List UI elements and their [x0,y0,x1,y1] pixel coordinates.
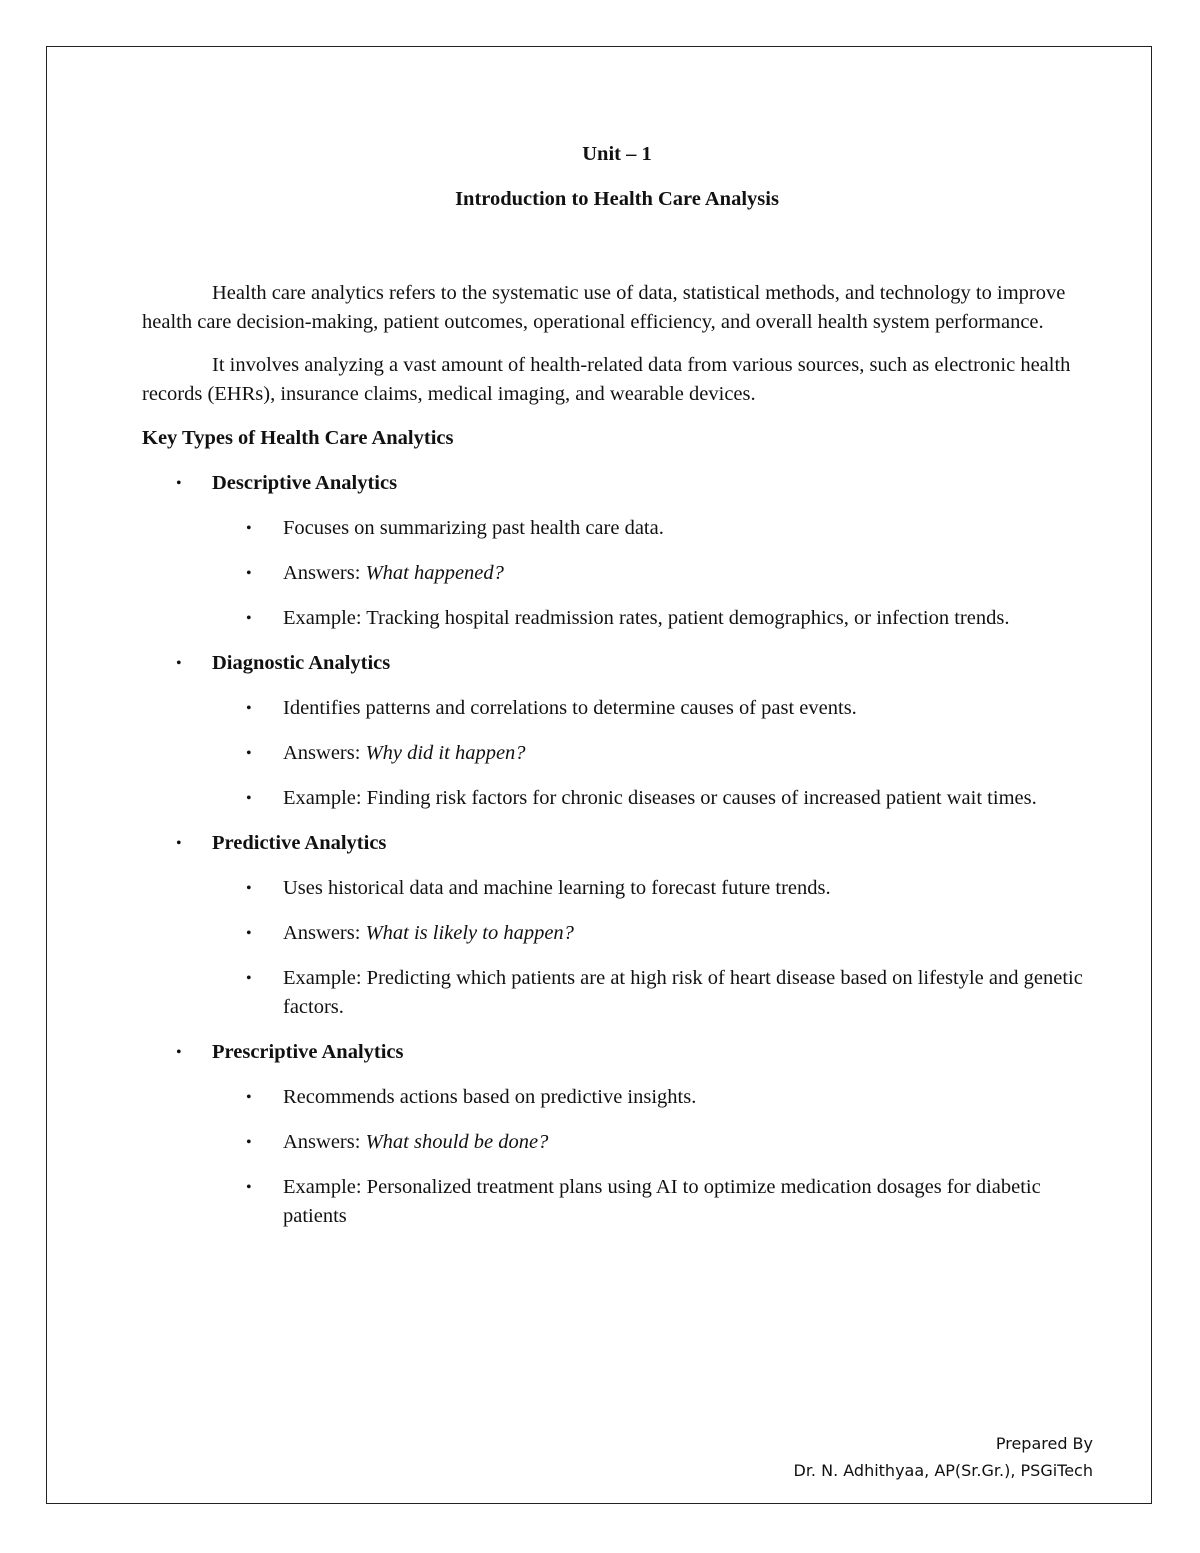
answers-label: Answers: [283,1131,366,1153]
item-text: Example: Personalized treatment plans using AI to optimize medication dosages for diabetic patients [283,1176,1041,1227]
list-item [142,559,1092,588]
category-heading-predictive: • Predictive Analytics [142,829,1092,858]
item-text: Example: Predicting which patients are at high risk of heart disease based on lifestyle and genetic factors. [283,967,1083,1018]
list-item [142,1128,1092,1157]
list-item [142,1083,1092,1112]
list-item [142,784,1092,813]
list-item [142,1173,1092,1231]
intro-paragraph-2: It involves analyzing a vast amount of health-related data from various sources, such as electronic health records (EHRs), insurance claims, medical imaging, and wearable devices. [142,354,1071,405]
answers-question: What should be done? [365,1131,549,1153]
list-item [142,694,1092,723]
list-item [142,874,1092,903]
list-item [142,514,1092,543]
answers-question: What is likely to happen? [365,922,574,944]
document-body [142,140,1092,1231]
list-item [142,604,1092,633]
category-heading-descriptive: • Descriptive Analytics [142,469,1092,498]
section-heading: Key Types of Health Care Analytics [142,427,454,449]
bullet-icon: • [246,1089,252,1106]
bullet-icon: • [246,880,252,897]
bullet-icon: • [246,700,252,717]
item-text: Focuses on summarizing past health care data. [283,517,664,539]
bullet-icon: • [246,1179,252,1196]
answers-label: Answers: [283,562,366,584]
answers-label: Answers: [283,922,366,944]
item-text: Identifies patterns and correlations to determine causes of past events. [283,697,857,719]
bullet-icon: • [246,520,252,537]
item-text: Example: Finding risk factors for chronic diseases or causes of increased patient wait times. [283,787,1037,809]
bullet-icon: • [246,1134,252,1151]
footer-credit [794,1430,1094,1484]
bullet-icon: • [246,565,252,582]
footer-prepared-by: Prepared By [995,1434,1093,1453]
category-heading-prescriptive: • Prescriptive Analytics [142,1038,1092,1067]
bullet-icon: • [246,745,252,762]
bullet-icon: • [246,610,252,627]
answers-label: Answers: [283,742,366,764]
footer-author: Dr. N. Adhithyaa, AP(Sr.Gr.), PSGiTech [793,1461,1093,1480]
bullet-icon: • [246,970,252,987]
answers-question: What happened? [365,562,504,584]
list-item [142,919,1092,948]
bullet-icon: • [246,790,252,807]
list-item [142,964,1092,1022]
document-title: Introduction to Health Care Analysis [455,188,779,210]
answers-question: Why did it happen? [365,742,526,764]
intro-paragraph-1: Health care analytics refers to the systematic use of data, statistical methods, and technology to improve health care decision-making, patient outcomes, operational efficiency, and overall health system performance. [142,282,1066,333]
unit-heading: Unit – 1 [582,143,652,165]
item-text: Uses historical data and machine learning to forecast future trends. [283,877,831,899]
item-text: Example: Tracking hospital readmission rates, patient demographics, or infection trends. [283,607,1010,629]
list-item [142,739,1092,768]
item-text: Recommends actions based on predictive insights. [283,1086,697,1108]
bullet-icon: • [246,925,252,942]
category-heading-diagnostic: • Diagnostic Analytics [142,649,1092,678]
